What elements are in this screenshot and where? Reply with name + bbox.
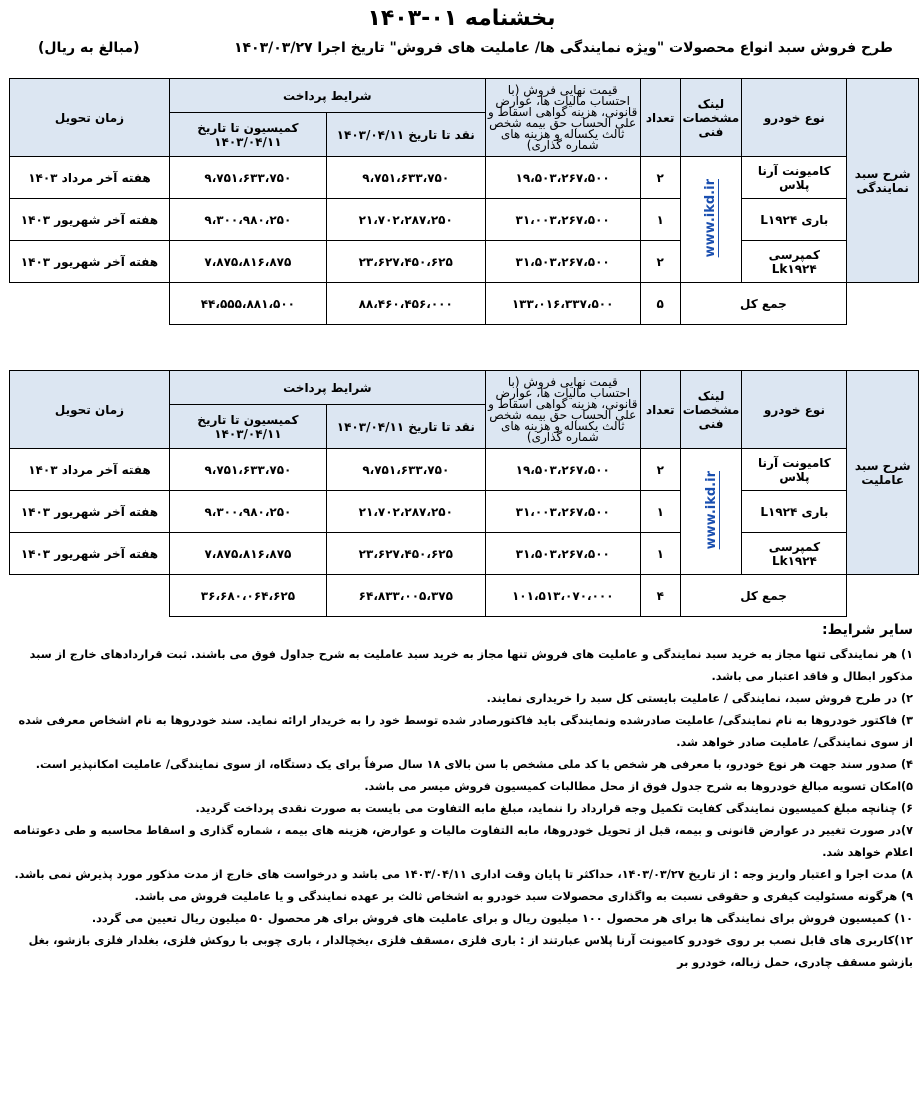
condition-item: ۱) هر نمایندگی تنها مجاز به خرید سبد نمایندگی و عاملیت های فروش تنها مجاز به خرید سبد عاملیت به شرح جداول فوق می باشند. ثبت قراردادهای خارج از سبد مذکور ابطال و فاقد اعتبار می باشد. [29,648,913,683]
table-row [10,491,919,533]
tech-link-cell [680,157,742,283]
price-cell: ۳۱،۵۰۳،۲۶۷،۵۰۰ [485,533,640,575]
condition-item: ۱۰) کمیسیون فروش برای نمایندگی ها برای هر محصول ۱۰۰ میلیون ریال و برای عاملیت های فروش برای هر محصول ۵۰ میلیون ریال تعیین می گردد. [91,912,913,925]
col-final-price: قیمت نهایی فروش (با احتساب مالیات ها، عوارض قانونی، هزینه گواهی اسقاط و علی الحساب حق بیمه شخص ثالث یکساله و هزینه های شماره گذاری) [485,371,640,449]
condition-item: ۶) چنانچه مبلغ کمیسیون نمایندگی کفایت تکمیل وجه قرارداد را ننماید، مبلغ مابه التفاوت می بایست به صورت نقدی پرداخت گردید. [195,802,913,815]
plan-subtitle: طرح فروش سبد انواع محصولات "ویژه نمایندگی ها/ عاملیت های فروش" تاریخ اجرا ۱۴۰۳/۰۳/۲۷ [233,40,893,56]
col-commission-until: کمیسیون تا تاریخ ۱۴۰۳/۰۴/۱۱ [169,405,326,449]
condition-item: ۵)امکان تسویه مبالغ خودروها به شرح جدول فوق از محل مطالبات کمیسیون فروش میسر می باشد. [364,780,913,793]
delivery-cell: هفته آخر شهریور ۱۴۰۳ [10,533,170,575]
table-row [10,449,919,491]
cash-cell: ۹،۷۵۱،۶۳۳،۷۵۰ [326,449,485,491]
condition-item: ۴) صدور سند جهت هر نوع خودرو، با معرفی هر شخص با کد ملی مشخص با سن بالای ۱۸ سال صرفاً برای یک دستگاه، از سوی نمایندگی/ عاملیت امکانپذیر است. [35,758,913,771]
car-name: باری L۱۹۲۴ [742,491,847,533]
total-label: جمع کل [680,283,847,325]
delivery-cell: هفته آخر شهریور ۱۴۰۳ [10,491,170,533]
agency-basket-table [9,78,919,325]
col-payment-terms: شرایط پرداخت [169,371,485,405]
price-cell: ۳۱،۰۰۳،۲۶۷،۵۰۰ [485,199,640,241]
table-row [10,241,919,283]
col-tech-link: لینک مشخصات فنی [680,371,742,449]
total-count: ۵ [640,283,680,325]
col-final-price: قیمت نهایی فروش (با احتساب مالیات ها، عوارض قانونی، هزینه گواهی اسقاط و علی الحساب حق بیمه شخص ثالث یکساله و هزینه های شماره گذاری) [485,79,640,157]
count-cell: ۲ [640,449,680,491]
unit-note: (مبالغ به ریال) [38,40,140,56]
col-count: تعداد [640,371,680,449]
count-cell: ۱ [640,533,680,575]
count-cell: ۲ [640,157,680,199]
count-cell: ۱ [640,199,680,241]
col-car-type: نوع خودرو [742,371,847,449]
col-count: تعداد [640,79,680,157]
condition-item: ۹) هرگونه مسئولیت کیفری و حقوقی نسبت به واگذاری محصولات سبد خودرو به اشخاص ثالث بر عهده نمایندگی و یا عاملیت فروش می باشد. [134,890,913,903]
total-row [10,283,919,325]
commission-cell: ۷،۸۷۵،۸۱۶،۸۷۵ [169,241,326,283]
price-cell: ۳۱،۰۰۳،۲۶۷،۵۰۰ [485,491,640,533]
cash-cell: ۹،۷۵۱،۶۳۳،۷۵۰ [326,157,485,199]
commission-cell: ۹،۳۰۰،۹۸۰،۲۵۰ [169,199,326,241]
total-count: ۴ [640,575,680,617]
delivery-cell: هفته آخر مرداد ۱۴۰۳ [10,449,170,491]
total-price: ۱۳۳،۰۱۶،۳۳۷،۵۰۰ [485,283,640,325]
condition-item: ۸) مدت اجرا و اعتبار واریز وجه : از تاریخ ۱۴۰۳/۰۳/۲۷، حداکثر تا پایان وقت اداری ۱۴۰۳/۰۴/۱۱ می باشد و درخواست های خارج از مدت مذکور مورد پذیرش نمی باشد. [14,868,913,881]
col-tech-link: لینک مشخصات فنی [680,79,742,157]
condition-item: ۷)در صورت تغییر در عوارض قانونی و بیمه، قبل از تحویل خودروها، مابه التفاوت مالیات و عوارض، هزینه های بیمه ، شماره گذاری و اسقاط محاسبه و طی دعوتنامه اعلام خواهد شد. [13,824,913,859]
price-cell: ۱۹،۵۰۳،۲۶۷،۵۰۰ [485,157,640,199]
section-label: شرح سبد عاملیت [847,371,919,575]
section-label: شرح سبد نمایندگی [847,79,919,283]
cash-cell: ۲۳،۶۲۷،۴۵۰،۶۲۵ [326,533,485,575]
page-title: بخشنامه ۰۱-۱۴۰۳ [367,6,556,31]
table-row [10,533,919,575]
cash-cell: ۲۱،۷۰۲،۲۸۷،۲۵۰ [326,491,485,533]
count-cell: ۲ [640,241,680,283]
price-cell: ۳۱،۵۰۳،۲۶۷،۵۰۰ [485,241,640,283]
total-cash: ۶۴،۸۳۳،۰۰۵،۳۷۵ [326,575,485,617]
delivery-cell: هفته آخر مرداد ۱۴۰۳ [10,157,170,199]
col-delivery: زمان تحویل [10,371,170,449]
col-car-type: نوع خودرو [742,79,847,157]
tech-link-cell [680,449,742,575]
table-row [10,199,919,241]
total-cash: ۸۸،۴۶۰،۴۵۶،۰۰۰ [326,283,485,325]
col-delivery: زمان تحویل [10,79,170,157]
total-price: ۱۰۱،۵۱۳،۰۷۰،۰۰۰ [485,575,640,617]
condition-item: ۲) در طرح فروش سبد، نمایندگی / عاملیت بایستی کل سبد را خریداری نمایند. [486,692,913,705]
total-commission: ۴۴،۵۵۵،۸۸۱،۵۰۰ [169,283,326,325]
count-cell: ۱ [640,491,680,533]
ikd-link[interactable]: www.ikd.ir [703,178,719,258]
col-commission-until: کمیسیون تا تاریخ ۱۴۰۳/۰۴/۱۱ [169,113,326,157]
car-name: کامیونت آرنا پلاس [742,157,847,199]
condition-item: ۳) فاکتور خودروها به نام نمایندگی/ عاملیت صادرشده ونمایندگی باید فاکتورصادر شده توسط خود را به خریدار ارائه نماید. سند خودروها به نام اشخاص معرفی شده از سوی نمایندگی/ عاملیت صادر خواهد شد. [18,714,913,749]
total-commission: ۳۶،۶۸۰،۰۶۴،۶۲۵ [169,575,326,617]
delivery-cell: هفته آخر شهریور ۱۴۰۳ [10,199,170,241]
conditions-title: سایر شرایط: [822,622,913,638]
cash-cell: ۲۱،۷۰۲،۲۸۷،۲۵۰ [326,199,485,241]
car-name: باری L۱۹۲۴ [742,199,847,241]
col-cash-until: نقد تا تاریخ ۱۴۰۳/۰۴/۱۱ [326,113,485,157]
commission-cell: ۹،۷۵۱،۶۳۳،۷۵۰ [169,157,326,199]
condition-item: ۱۲)کاربری های قابل نصب بر روی خودرو کامیونت آرنا پلاس عبارتند از : باری فلزی ،مسقف فلزی ،یخچالدار ، باری چوبی با روکش فلزی، بغلدار فلزی بازشو، بغل بازشو مسقف چادری، حمل زباله، خودرو بر [28,934,913,969]
commission-cell: ۹،۷۵۱،۶۳۳،۷۵۰ [169,449,326,491]
ikd-link[interactable]: www.ikd.ir [703,470,719,550]
col-cash-until: نقد تا تاریخ ۱۴۰۳/۰۴/۱۱ [326,405,485,449]
total-row [10,575,919,617]
conditions-list [8,644,913,974]
price-cell: ۱۹،۵۰۳،۲۶۷،۵۰۰ [485,449,640,491]
table-row [10,157,919,199]
car-name: کامیونت آرنا پلاس [742,449,847,491]
car-name: کمپرسی Lk۱۹۲۴ [742,241,847,283]
dealer-basket-table [9,370,919,617]
total-label: جمع کل [680,575,847,617]
col-payment-terms: شرایط پرداخت [169,79,485,113]
cash-cell: ۲۳،۶۲۷،۴۵۰،۶۲۵ [326,241,485,283]
car-name: کمپرسی Lk۱۹۲۴ [742,533,847,575]
commission-cell: ۹،۳۰۰،۹۸۰،۲۵۰ [169,491,326,533]
subtitle-row [38,36,893,62]
delivery-cell: هفته آخر شهریور ۱۴۰۳ [10,241,170,283]
commission-cell: ۷،۸۷۵،۸۱۶،۸۷۵ [169,533,326,575]
